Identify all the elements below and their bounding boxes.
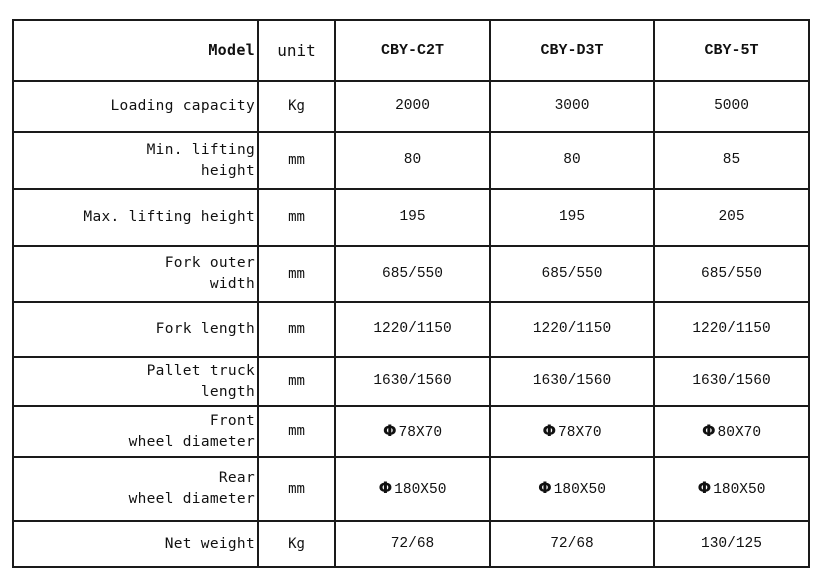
row-value: 130/125 [701, 535, 762, 552]
row-value: 180X50 [553, 482, 606, 498]
row-parameter-label-line: wheel diameter [128, 491, 255, 507]
row-value-cell [335, 521, 490, 567]
row-unit: mm [258, 457, 335, 521]
row-unit: mm [258, 302, 335, 357]
header-model-cby-d3t: CBY-D3T [490, 20, 654, 81]
row-value: 80 [563, 152, 581, 168]
row-value-cell [490, 406, 654, 457]
row-value-cell [335, 357, 490, 406]
row-parameter-label [13, 81, 258, 132]
row-unit: mm [258, 357, 335, 406]
row-value: 85 [722, 152, 741, 168]
spec-table-body [13, 20, 809, 567]
row-value: 1220/1150 [532, 321, 612, 337]
row-value-cell [654, 189, 809, 246]
row-parameter-label [13, 357, 258, 406]
row-value-cell [490, 357, 654, 406]
row-value: 1630/1560 [692, 373, 771, 389]
row-value: 80 [403, 152, 422, 168]
row-value: 1220/1150 [373, 321, 452, 337]
diameter-symbol: Φ [382, 420, 397, 440]
diameter-symbol: Φ [697, 478, 712, 497]
row-value-cell [335, 406, 490, 457]
row-value-cell [490, 521, 654, 567]
table-row [13, 457, 809, 521]
row-parameter-label-line: width [209, 276, 255, 292]
row-value: 685/550 [382, 265, 443, 282]
table-row [13, 81, 809, 132]
row-parameter-label-line: Fork length [155, 321, 255, 337]
row-value-cell [654, 302, 809, 357]
table-row [13, 406, 809, 457]
table-row [13, 132, 809, 189]
row-value-cell [654, 132, 809, 189]
row-value-cell [490, 81, 654, 132]
row-value: 72/68 [550, 535, 594, 552]
row-parameter-label [13, 189, 258, 246]
row-value-cell [335, 457, 490, 521]
diameter-symbol: Φ [701, 420, 716, 440]
row-value-cell [335, 81, 490, 132]
row-value: 1630/1560 [373, 373, 452, 389]
row-unit: mm [258, 406, 335, 457]
header-model-cby-5t: CBY-5T [654, 20, 809, 81]
row-parameter-label-line: wheel diameter [128, 433, 255, 450]
row-unit: Kg [258, 521, 335, 567]
header-model-cby-c2t: CBY-C2T [335, 20, 490, 81]
row-value-cell [490, 246, 654, 302]
table-row [13, 357, 809, 406]
table-row [13, 521, 809, 567]
table-header-row [13, 20, 809, 81]
row-value: 1630/1560 [532, 373, 612, 389]
diameter-symbol: Φ [378, 478, 393, 497]
row-parameter-label-line: Rear [218, 470, 255, 486]
row-value-cell [654, 406, 809, 457]
row-value-cell [654, 246, 809, 302]
row-value: 80X70 [717, 424, 762, 441]
row-unit: mm [258, 132, 335, 189]
row-value-cell [490, 189, 654, 246]
diameter-symbol: Φ [542, 420, 557, 440]
row-value-cell [490, 457, 654, 521]
row-parameter-label [13, 406, 258, 457]
row-parameter-label-line: Pallet truck [146, 362, 255, 379]
table-row [13, 189, 809, 246]
row-value: 180X50 [394, 482, 447, 498]
row-value: 3000 [554, 98, 590, 114]
row-value-cell [654, 81, 809, 132]
row-value: 72/68 [390, 535, 435, 552]
row-value: 180X50 [713, 482, 766, 498]
row-unit: Kg [258, 81, 335, 132]
row-value: 685/550 [701, 265, 762, 282]
row-parameter-label-line: Max. lifting height [83, 209, 255, 225]
row-value: 78X70 [398, 424, 443, 441]
row-value: 5000 [714, 98, 749, 114]
row-value: 78X70 [558, 424, 602, 441]
row-value-cell [654, 357, 809, 406]
row-parameter-label-line: height [200, 162, 255, 179]
row-value-cell [490, 302, 654, 357]
row-value: 1220/1150 [692, 321, 771, 337]
row-value-cell [490, 132, 654, 189]
row-parameter-label-line: length [200, 383, 255, 400]
row-unit: mm [258, 189, 335, 246]
row-unit: mm [258, 246, 335, 302]
row-value: 2000 [395, 98, 430, 114]
row-parameter-label-line: Front [209, 412, 255, 429]
row-parameter-label [13, 246, 258, 302]
row-value: 195 [399, 209, 426, 225]
row-parameter-label-line: Fork outer [164, 255, 255, 271]
row-value: 195 [558, 209, 586, 225]
row-value-cell [335, 246, 490, 302]
row-value-cell [335, 189, 490, 246]
row-parameter-label-line: Loading capacity [110, 98, 255, 114]
table-row [13, 302, 809, 357]
header-unit-label: unit [258, 20, 335, 81]
row-value-cell [654, 457, 809, 521]
table-row [13, 246, 809, 302]
header-model-label: Model [13, 20, 258, 81]
row-value-cell [654, 521, 809, 567]
row-parameter-label [13, 521, 258, 567]
row-parameter-label [13, 132, 258, 189]
row-value-cell [335, 132, 490, 189]
row-value-cell [335, 302, 490, 357]
diameter-symbol: Φ [538, 478, 552, 497]
row-value: 685/550 [541, 265, 603, 282]
row-parameter-label-line: Net weight [164, 535, 255, 552]
row-parameter-label-line: Min. lifting [146, 141, 255, 158]
row-parameter-label [13, 302, 258, 357]
spec-table [12, 19, 810, 568]
row-value: 205 [718, 209, 745, 225]
row-parameter-label [13, 457, 258, 521]
